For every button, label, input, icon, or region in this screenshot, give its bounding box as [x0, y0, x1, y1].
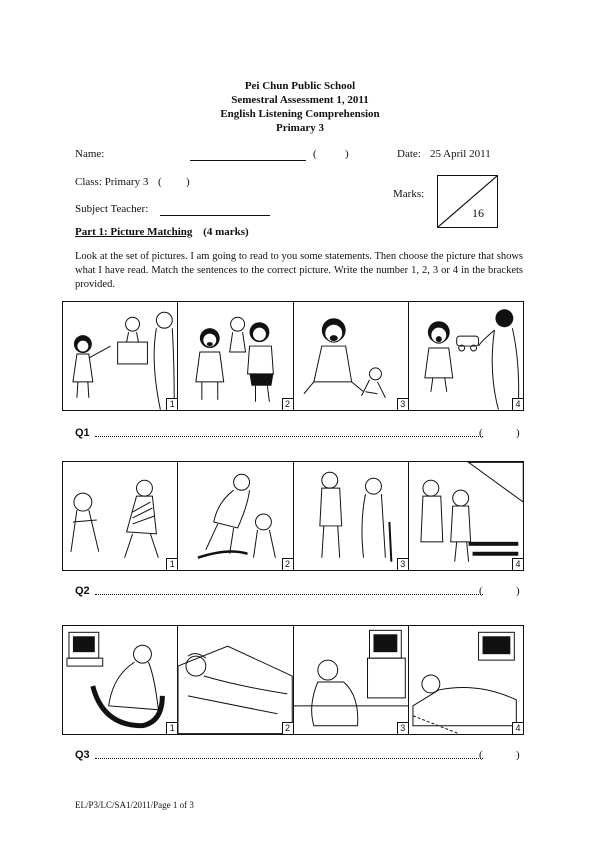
q3-panel-3	[294, 626, 409, 734]
q3-panel-2-number: 2	[282, 722, 293, 734]
assessment-title: Semestral Assessment 1, 2011	[231, 94, 369, 106]
name-label: Name:	[75, 148, 105, 160]
q1-dotted-line	[95, 436, 483, 437]
q3-label: Q3	[75, 749, 90, 761]
q1-panel-4	[409, 302, 523, 410]
q3-picture-strip	[62, 625, 524, 735]
q3-answer-row	[75, 749, 525, 763]
teacher-line	[160, 215, 270, 216]
q1-bracket-close: )	[516, 427, 520, 439]
part-marks: (4 marks)	[203, 226, 249, 238]
q1-panel-1-drawing	[63, 302, 177, 410]
q2-panel-4	[409, 462, 523, 570]
q3-panel-3-drawing	[294, 626, 408, 734]
school-name: Pei Chun Public School	[244, 80, 356, 92]
part-heading	[75, 226, 249, 238]
q1-panel-4-drawing	[409, 302, 523, 410]
q2-dotted-line	[95, 594, 483, 595]
q2-panel-4-number: 4	[512, 558, 523, 570]
q3-panel-4	[409, 626, 523, 734]
page-footer: EL/P3/LC/SA1/2011/Page 1 of 3	[75, 800, 194, 810]
q3-panel-2	[178, 626, 293, 734]
q2-panel-4-drawing	[409, 462, 523, 570]
q3-panel-1-drawing	[63, 626, 177, 734]
level-title: Primary 3	[276, 122, 324, 134]
class-paren-open: (	[158, 176, 162, 188]
class-label: Class: Primary 3	[75, 176, 149, 188]
q1-panel-1	[63, 302, 178, 410]
q3-bracket-close: )	[516, 749, 520, 761]
q2-picture-strip	[62, 461, 524, 571]
q3-dotted-line	[95, 758, 483, 759]
q3-panel-3-number: 3	[397, 722, 408, 734]
marks-diagonal	[438, 176, 497, 227]
marks-box	[437, 175, 498, 228]
name-paren-close: )	[345, 148, 349, 160]
class-paren-close: )	[186, 176, 190, 188]
q1-panel-3-drawing	[294, 302, 408, 410]
marks-label: Marks:	[393, 188, 425, 200]
instructions: Look at the set of pictures. I am going to read to you some statements. Then choose the picture that shows what I have read. Match the sentences to the correct picture. Write the number 1, 2, 3 or 4 in the brackets provided.	[75, 251, 523, 290]
q2-panel-2-drawing	[178, 462, 292, 570]
q3-panel-4-number: 4	[512, 722, 523, 734]
q1-bracket-open: (	[479, 427, 483, 439]
q2-panel-3-drawing	[294, 462, 408, 570]
name-paren-open: (	[313, 148, 317, 160]
q3-panel-4-drawing	[409, 626, 523, 734]
subject-title: English Listening Comprehension	[220, 108, 380, 120]
q2-bracket-close: )	[516, 585, 520, 597]
date-label: Date:	[397, 148, 421, 160]
q2-panel-1-number: 1	[166, 558, 177, 570]
date-value: 25 April 2011	[430, 148, 491, 160]
q1-panel-3-number: 3	[397, 398, 408, 410]
q2-panel-2-number: 2	[282, 558, 293, 570]
q1-panel-2-drawing	[178, 302, 292, 410]
q2-bracket-open: (	[479, 585, 483, 597]
q2-answer-row	[75, 585, 525, 599]
q2-panel-1-drawing	[63, 462, 177, 570]
q1-picture-strip	[62, 301, 524, 411]
q1-panel-1-number: 1	[166, 398, 177, 410]
q1-panel-3	[294, 302, 409, 410]
q2-panel-2	[178, 462, 293, 570]
q1-answer-row	[75, 427, 525, 441]
part-title: Part 1: Picture Matching	[75, 226, 193, 238]
q3-panel-1-number: 1	[166, 722, 177, 734]
q1-panel-4-number: 4	[512, 398, 523, 410]
q1-panel-2-number: 2	[282, 398, 293, 410]
name-line	[190, 160, 306, 161]
q2-label: Q2	[75, 585, 90, 597]
q3-panel-2-drawing	[178, 626, 292, 734]
teacher-label: Subject Teacher:	[75, 203, 149, 215]
q2-panel-1	[63, 462, 178, 570]
q1-label: Q1	[75, 427, 90, 439]
q3-bracket-open: (	[479, 749, 483, 761]
q2-panel-3-number: 3	[397, 558, 408, 570]
q1-panel-2	[178, 302, 293, 410]
q2-panel-3	[294, 462, 409, 570]
q3-panel-1	[63, 626, 178, 734]
marks-total: 16	[472, 206, 484, 220]
